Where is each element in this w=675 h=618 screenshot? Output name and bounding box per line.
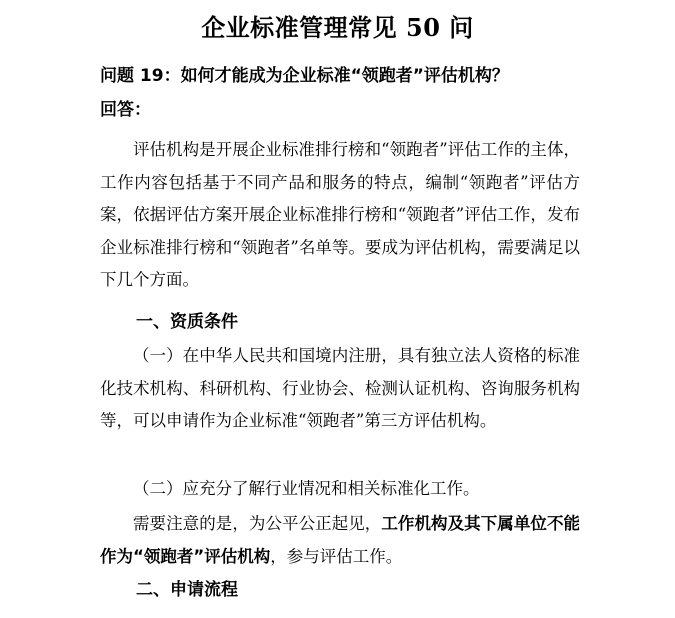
intro-paragraph: 评估机构是开展企业标准排行榜和“领跑者”评估工作的主体，工作内容包括基于不同产品和服务的特点，编制“领跑者”评估方案，依据评估方案开展企业标准排行榜和“领跑者”评估工作，发布企业标准排行榜和“领跑者”名单等。要成为评估机构，需要满足以下几个方面。: [100, 140, 580, 289]
note-suffix: ，参与评估工作。: [270, 546, 403, 566]
answer-label: 回答：: [100, 100, 151, 120]
document-title: 企业标准管理常见 50 问: [201, 13, 474, 42]
note-paragraph: [100, 508, 580, 573]
section-heading-qualifications: 一、资质条件: [136, 312, 238, 332]
note-bold-text: 工作机构及其下属单位不能作为“领跑者”评估机构: [100, 514, 581, 566]
qualification-item-2: （二）应充分了解行业情况和相关标准化工作。: [133, 479, 480, 498]
qualification-item-1: （一）在中华人民共和国境内注册，具有独立法人资格的标准化技术机构、科研机构、行业协会、检测认证机构、咨询服务机构等，可以申请作为企业标准“领跑者”第三方评估机构。: [100, 346, 580, 430]
section-heading-application-process: 二、申请流程: [136, 580, 238, 600]
question-heading: 问题 19：如何才能成为企业标准“领跑者”评估机构？: [100, 66, 509, 86]
note-prefix: 需要注意的是，为公平公正起见，: [133, 514, 382, 533]
